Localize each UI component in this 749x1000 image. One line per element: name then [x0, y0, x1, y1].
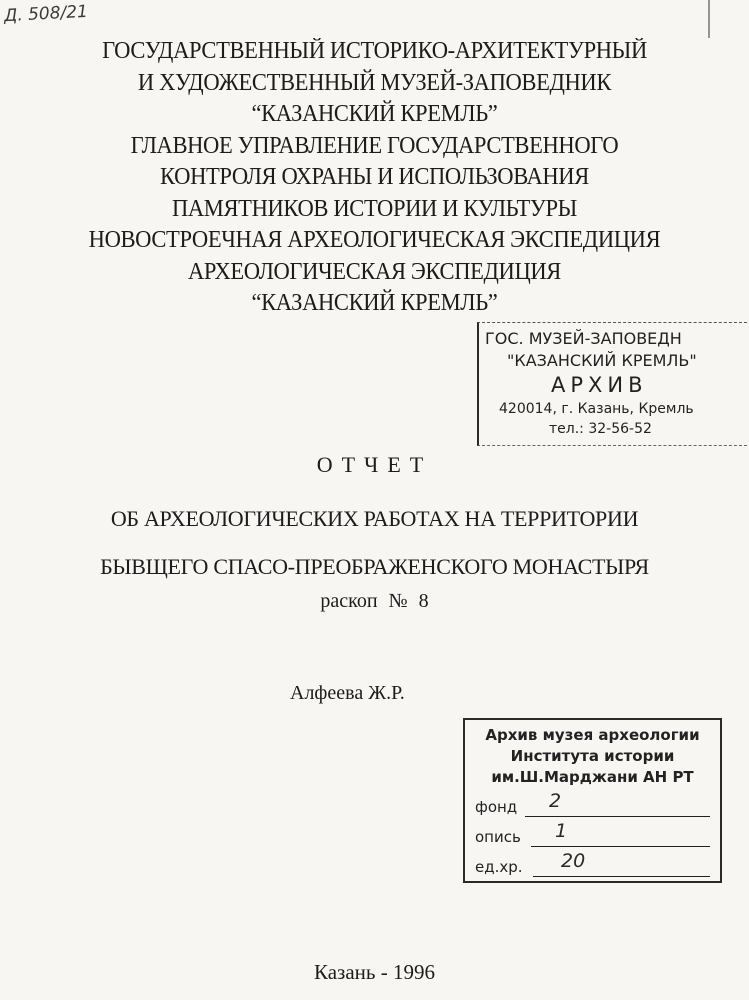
- opis-value: 1: [555, 820, 568, 842]
- institute-archive-stamp: [463, 718, 722, 883]
- header-line: ГОСУДАРСТВЕННЫЙ ИСТОРИКО-АРХИТЕКТУРНЫЙ: [102, 38, 647, 64]
- item-value: 20: [561, 850, 586, 872]
- fond-label: фонд: [475, 798, 518, 816]
- header-line: “КАЗАНСКИЙ КРЕМЛЬ”: [251, 101, 498, 127]
- item-label: ед.хр.: [475, 858, 523, 876]
- stamp-line: Института истории: [510, 747, 675, 765]
- corner-note: Д. 508/21: [3, 1, 89, 27]
- report-heading: ОТЧЕТ: [316, 452, 433, 477]
- stamp-line: Архив музея археологии: [485, 726, 700, 744]
- header-line: И ХУДОЖЕСТВЕННЫЙ МУЗЕЙ-ЗАПОВЕДНИК: [137, 69, 612, 96]
- header-line: ПАМЯТНИКОВ ИСТОРИИ И КУЛЬТУРЫ: [171, 195, 577, 222]
- header-line: ГЛАВНОЕ УПРАВЛЕНИЕ ГОСУДАРСТВЕННОГО: [130, 132, 619, 159]
- fond-value: 2: [549, 790, 562, 812]
- number-sign: №: [388, 590, 408, 612]
- institution-header: [22, 36, 726, 320]
- excavation-number: [0, 590, 749, 613]
- report-title: [0, 495, 749, 591]
- stamp-line: АРХИВ: [551, 373, 648, 397]
- stamp-line: им.Ш.Марджани АН РТ: [491, 768, 694, 786]
- edge-mark: [708, 0, 710, 38]
- excavation-value: 8: [418, 590, 429, 612]
- title-line: БЫВЩЕГО СПАСО-ПРЕОБРАЖЕНСКОГО МОНАСТЫРЯ: [100, 554, 649, 579]
- title-line: ОБ АРХЕОЛОГИЧЕСКИХ РАБОТАХ НА ТЕРРИТОРИИ: [110, 506, 639, 531]
- stamp-line: тел.: 32-56-52: [549, 421, 652, 437]
- header-line: КОНТРОЛЯ ОХРАНЫ И ИСПОЛЬЗОВАНИЯ: [160, 164, 589, 190]
- excavation-label: раскоп: [320, 590, 378, 612]
- author: Алфеева Ж.Р.: [290, 682, 405, 704]
- stamp-line: ГОС. МУЗЕЙ-ЗАПОВЕДН: [485, 329, 682, 348]
- header-line: НОВОСТРОЕЧНАЯ АРХЕОЛОГИЧЕСКАЯ ЭКСПЕДИЦИЯ: [88, 227, 661, 253]
- header-line: “КАЗАНСКИЙ КРЕМЛЬ”: [251, 290, 498, 316]
- museum-archive-stamp: [477, 322, 747, 446]
- stamp-line: 420014, г. Казань, Кремль: [499, 401, 694, 417]
- header-line: АРХЕОЛОГИЧЕСКАЯ ЭКСПЕДИЦИЯ: [187, 258, 561, 285]
- opis-label: опись: [475, 828, 521, 846]
- stamp-line: "КАЗАНСКИЙ КРЕМЛЬ": [507, 351, 697, 370]
- place-and-year: Казань - 1996: [314, 960, 435, 984]
- item-line: [533, 856, 710, 877]
